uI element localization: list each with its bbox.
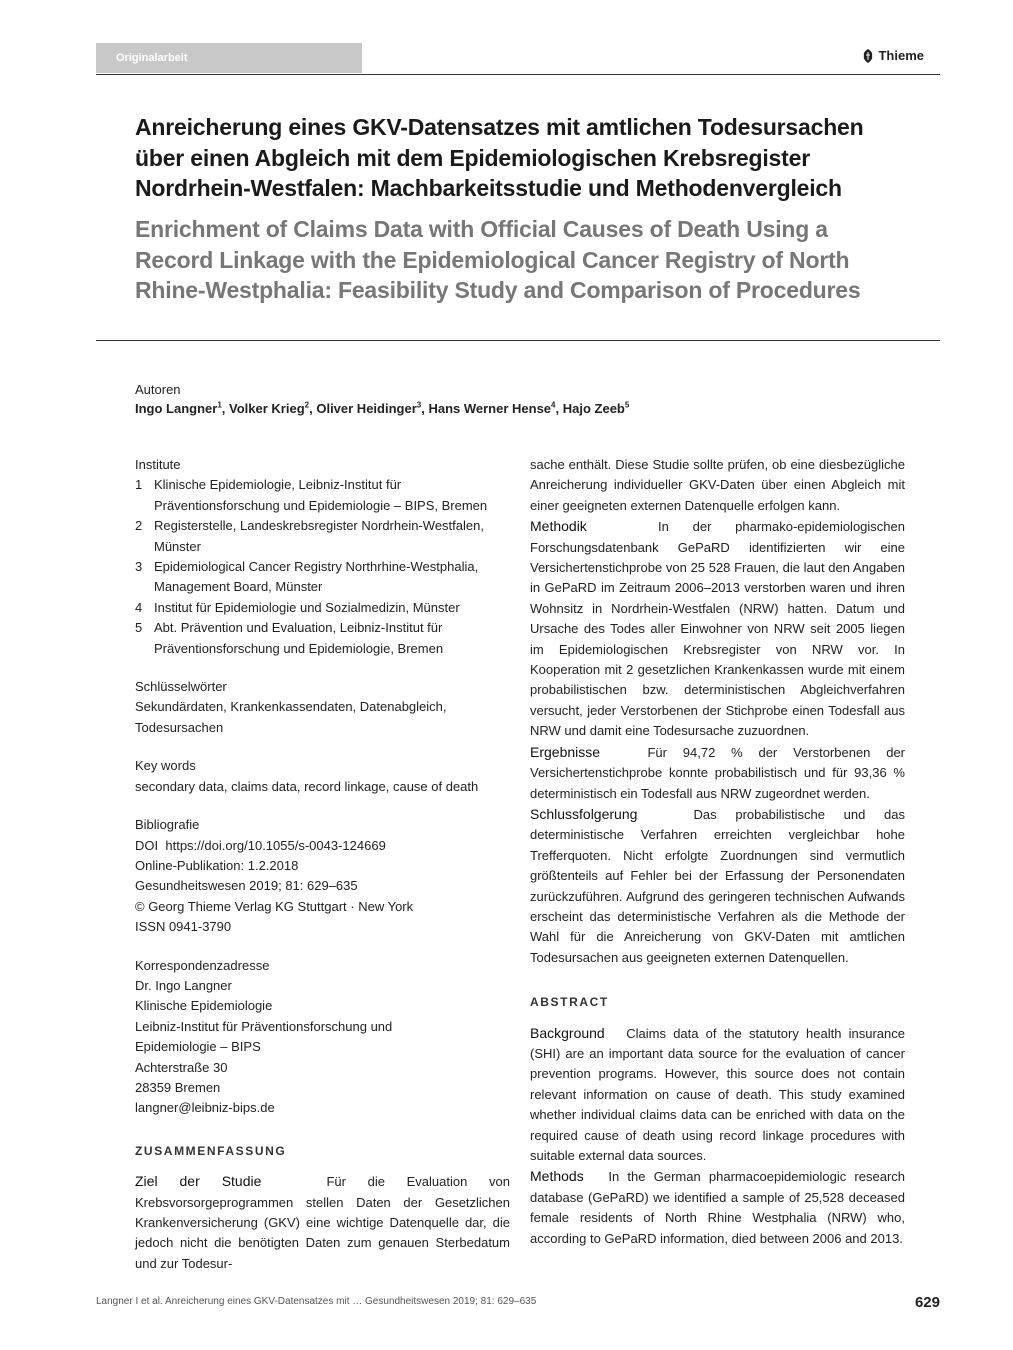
ergebnisse-text: Für 94,72 % der Verstorbenen der Versichertenstichprobe konnte probabilistisch und für 93,36 % deterministisch ein Todesfall aus NRW zugeordnet werden. — [530, 744, 905, 801]
methodik-text: In der pharmako-epidemiologischen Forschungsdatenbank GePaRD identifizierten wir eine Versichertenstichprobe von 25 528 Frauen, die laut den Angaben in GePaRD im Zeitraum 2006–2013 verstorben waren und ihren Wohnsitz in Nordrhein-Westfalen (NRW) hatten. Datum und Ursache des Todes aller Einwohner von NRW seit 2005 liegen im Epidemiologischen Krebsregister von NRW vor. In Kooperation mit 2 gesetzlichen Krankenkassen wurde mit einem probabilistischen bzw. deterministischen Abgleichverfahren versucht, jeder Verstorbenen der Stichprobe einen Todesfall aus NRW und damit eine Todesursache zuzuordnen. — [530, 519, 905, 739]
author-name: Volker Krieg — [229, 401, 305, 416]
thieme-logo-icon — [862, 49, 874, 63]
background-label: Background — [530, 1024, 605, 1041]
doi-line — [135, 836, 510, 856]
author-list — [135, 401, 629, 416]
institute-text: Klinische Epidemiologie, Leibniz-Institut für Präventionsforschung und Epidemiologie – BIPS, Bremen — [154, 477, 488, 513]
institute-item — [135, 598, 510, 618]
title-german-line: über einen Abgleich mit dem Epidemiologischen Krebsregister — [135, 144, 810, 171]
author-separator: , — [221, 401, 230, 416]
header-divider — [96, 74, 940, 75]
ergebnisse-paragraph — [530, 742, 905, 804]
author-affiliation: 2 — [304, 400, 310, 410]
correspondence-email[interactable]: langner@leibniz-bips.de — [135, 1100, 275, 1116]
bibliography-heading: Bibliografie — [135, 817, 200, 833]
schluss-text: Das probabilistische und das deterministische Verfahren erreichten vergleichbar hohe Trefferquoten. Nicht erfolgte Zuordnungen sind vermutlich größtenteils auf Fehler bei der Erfassung der Personendaten zurückzuführen. Aufgrund des geringeren technischen Aufwands erscheint das deterministische Verfahren als die Methode der Wahl für die Anreicherung von GKV-Daten mit amtlichen Todesursachen aus geeigneten externen Datenquellen. — [530, 806, 905, 965]
author-affiliation: 1 — [217, 400, 222, 410]
left-column — [135, 455, 510, 1274]
zusammenfassung-heading: ZUSAMMENFASSUNG — [135, 1143, 287, 1158]
methodik-label: Methodik — [530, 518, 587, 535]
ziel-continuation: sache enthält. Diese Studie sollte prüfen, ob eine diesbezügliche Anreicherung individueller GKV-Daten über einen Abgleich mit einer geeigneten externen Datenquelle erfolgen kann. — [530, 457, 905, 513]
keywords-en-text: secondary data, claims data, record linkage, cause of death — [135, 778, 479, 794]
author-name: Ingo Langner — [135, 401, 218, 416]
keywords-en-heading: Key words — [135, 758, 196, 774]
methodik-paragraph — [530, 516, 905, 741]
title-german — [135, 112, 935, 204]
correspondence-line: Dr. Ingo Langner — [135, 977, 232, 993]
right-column — [530, 455, 905, 1249]
ergebnisse-label: Ergebnisse — [530, 743, 601, 760]
institute-item — [135, 618, 510, 659]
institute-item — [135, 557, 510, 598]
correspondence-line: Leibniz-Institut für Präventionsforschung und — [135, 1018, 393, 1034]
keywords-de-text: Sekundärdaten, Krankenkassendaten, Datenabgleich, Todesursachen — [135, 699, 447, 735]
title-english — [135, 214, 935, 306]
title-divider — [96, 340, 940, 341]
title-english-line: Enrichment of Claims Data with Official Causes of Death Using a — [135, 216, 828, 242]
institute-number: 4 — [135, 599, 143, 615]
institute-item — [135, 475, 510, 516]
institutes-heading: Institute — [135, 457, 181, 472]
online-publication: Online-Publikation: 1.2.2018 — [135, 857, 299, 873]
authors-label: Autoren — [135, 382, 181, 397]
doi-label: DOI — [135, 837, 159, 853]
author-name: Hajo Zeeb — [562, 401, 625, 416]
page-number: 629 — [914, 1294, 940, 1311]
author-affiliation: 5 — [624, 400, 630, 410]
keywords-de-heading: Schlüsselwörter — [135, 679, 227, 695]
author-affiliation: 4 — [551, 400, 556, 410]
correspondence-line: 28359 Bremen — [135, 1079, 221, 1095]
author-separator: , — [555, 401, 563, 416]
correspondence-line: Klinische Epidemiologie — [135, 998, 273, 1014]
institute-number: 2 — [135, 518, 143, 534]
schluss-paragraph — [530, 804, 905, 968]
methods-label: Methods — [530, 1168, 584, 1185]
institute-text: Registerstelle, Landeskrebsregister Nordrhein-Westfalen, Münster — [154, 518, 484, 554]
publisher-brand[interactable] — [862, 48, 924, 63]
correspondence-line: Epidemiologie – BIPS — [135, 1039, 261, 1055]
schluss-label: Schlussfolgerung — [530, 805, 638, 822]
title-german-line: Nordrhein-Westfalen: Machbarkeitsstudie und Methodenvergleich — [135, 175, 842, 201]
author-separator: , — [421, 401, 429, 416]
institute-text: Abt. Prävention und Evaluation, Leibniz-Institut für Präventionsforschung und Epidemiologie, Bremen — [154, 620, 444, 656]
title-english-line: Rhine-Westphalia: Feasibility Study and Comparison of Procedures — [135, 277, 861, 303]
ziel-label: Ziel der Studie — [135, 1173, 262, 1190]
abstract-heading: ABSTRACT — [530, 995, 609, 1010]
ziel-paragraph — [135, 1171, 510, 1274]
institute-text: Epidemiological Cancer Registry Northrhine-Westphalia, Management Board, Münster — [154, 559, 479, 595]
methods-text: In the German pharmacoepidemiologic research database (GePaRD) we identified a sample of 25,528 deceased female residents of North Rhine Westphalia (NRW) who, according to GePaRD information, died between 2006 and 2013. — [530, 1169, 906, 1246]
author-separator: , — [309, 401, 317, 416]
footer-citation: Langner I et al. Anreicherung eines GKV-Datensatzes mit … Gesundheitswesen 2019; 81: 629–635 — [96, 1296, 537, 1307]
section-tag: Originalarbeit — [96, 43, 362, 73]
institute-item — [135, 516, 510, 557]
institute-number: 3 — [135, 559, 143, 575]
doi-link[interactable]: https://doi.org/10.1055/s-0043-124669 — [165, 837, 386, 853]
journal-citation: Gesundheitswesen 2019; 81: 629–635 — [135, 878, 358, 894]
institute-number: 1 — [135, 477, 143, 493]
institute-text: Institut für Epidemiologie und Sozialmedizin, Münster — [154, 599, 460, 615]
issn: ISSN 0941-3790 — [135, 919, 232, 935]
background-paragraph — [530, 1023, 905, 1167]
author-name: Oliver Heidinger — [316, 401, 417, 416]
correspondence-line: Achterstraße 30 — [135, 1059, 228, 1075]
correspondence-heading: Korrespondenzadresse — [135, 957, 270, 973]
title-english-line: Record Linkage with the Epidemiological Cancer Registry of North — [135, 246, 850, 273]
methods-paragraph — [530, 1166, 905, 1249]
title-german-line: Anreicherung eines GKV-Datensatzes mit amtlichen Todesursachen — [135, 114, 864, 140]
author-affiliation: 3 — [416, 400, 422, 410]
author-name: Hans Werner Hense — [428, 401, 552, 416]
copyright: © Georg Thieme Verlag KG Stuttgart · New York — [135, 898, 414, 914]
brand-name: Thieme — [878, 48, 924, 63]
institute-number: 5 — [135, 620, 143, 636]
background-text: Claims data of the statutory health insurance (SHI) are an important data source for the evaluation of cancer prevention programs. However, this source does not contain relevant information on cause of death. This study examined whether individual claims data can be enriched with data on the required cause of death using record linkage procedures with suitable external data sources. — [530, 1025, 905, 1163]
ziel-text: Für die Evaluation von Krebsvorsorgeprogrammen stellen Daten der Gesetzlichen Krankenversicherung (GKV) eine wichtige Datenquelle dar, die jedoch nicht die benötigten Daten zum genauen Sterbedatum und zur Todesur- — [135, 1174, 510, 1271]
institute-list — [135, 475, 510, 659]
